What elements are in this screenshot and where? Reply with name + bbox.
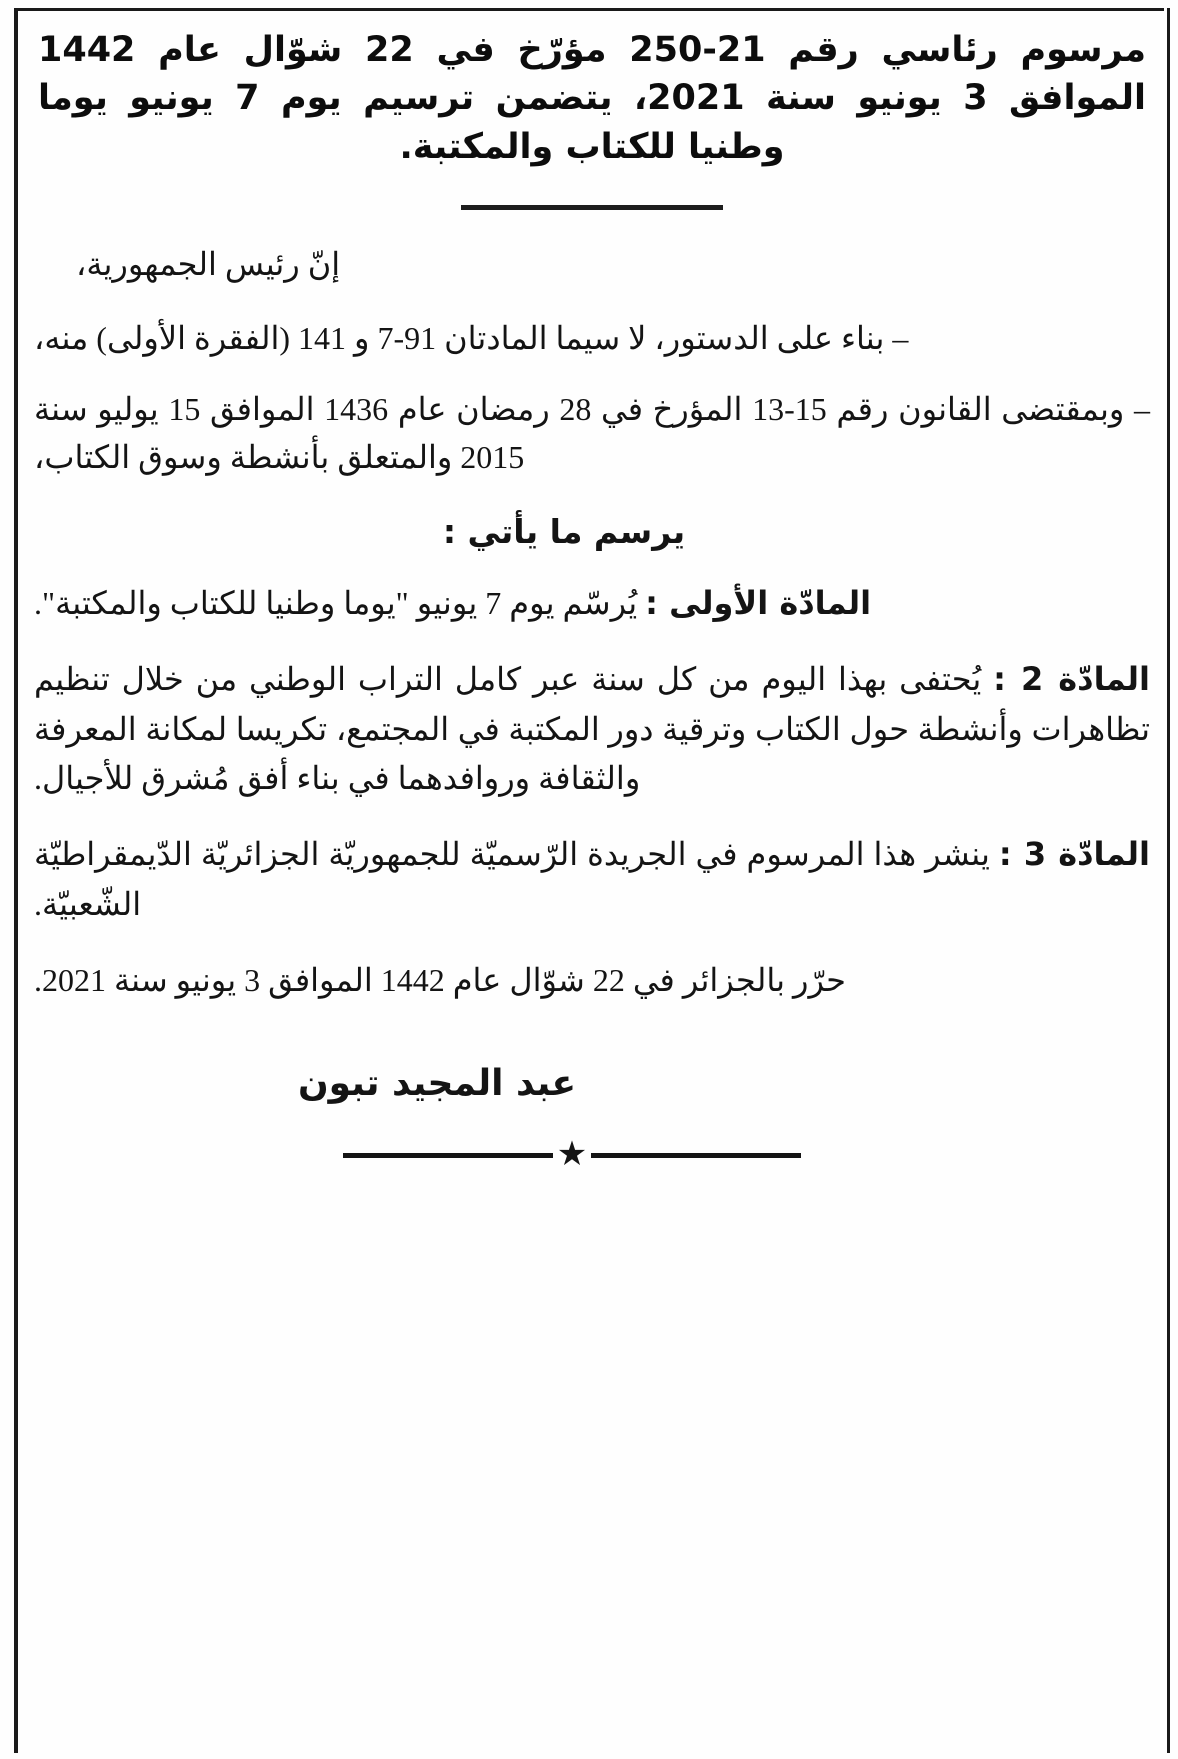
ornament-bar-left — [343, 1153, 553, 1158]
decree-title-line-3: يوم 7 يونيو يوما وطنيا للكتاب والمكتبة. — [38, 78, 785, 167]
decree-title — [38, 26, 1146, 171]
citation-law-15-13: – وبمقتضى القانون رقم 15-13 المؤرخ في 28 رمضان عام 1436 الموافق 15 يوليو سنة 2015 والمتعلق بأنشطة وسوق الكتاب، — [34, 390, 1151, 476]
title-separator-rule — [461, 205, 723, 210]
footer-ornament — [292, 1138, 892, 1172]
article-1 — [34, 579, 1150, 629]
decree-title-line-2: 1442 الموافق 3 يونيو سنة 2021، يتضمن ترسيم — [38, 30, 1146, 119]
document-content — [34, 26, 1150, 1172]
citation-constitution: – بناء على الدستور، لا سيما المادتان 91-7 و 141 (الفقرة الأولى) منه، — [34, 319, 909, 356]
article-3 — [34, 830, 1150, 930]
ornament-bar-right — [591, 1153, 801, 1158]
article-2-label: المادّة 2 : — [993, 659, 1151, 698]
article-2-body: يُحتفى بهذا اليوم من كل سنة عبر كامل التراب الوطني من خلال تنظيم تظاهرات وأنشطة حول الكتاب وترقية دور المكتبة في المجتمع، تكريسا لمكانة المعرفة والثقافة وروافدهما في بناء أفق مُشرق للأجيال. — [34, 660, 1150, 797]
article-1-body: يُرسّم يوم 7 يونيو "يوما وطنيا للكتاب والمكتبة". — [34, 584, 646, 621]
page-border-top — [14, 8, 1164, 11]
preamble-president-line: إنّ رئيس الجمهورية، — [76, 245, 341, 282]
signature-name: عبد المجيد تبون — [297, 1063, 577, 1105]
article-1-label: المادّة الأولى : — [645, 583, 872, 622]
closing-date-line: حرّر بالجزائر في 22 شوّال عام 1442 الموافق 3 يونيو سنة 2021. — [34, 962, 846, 999]
page-border-right — [1167, 8, 1170, 1753]
page-border-left — [14, 8, 18, 1753]
enacting-clause: يرسم ما يأتي : — [442, 511, 686, 551]
star-icon: ★ — [556, 1136, 588, 1174]
decree-title-line-1: مرسوم رئاسي رقم 21-250 مؤرّخ في 22 شوّال عام — [158, 30, 1146, 70]
article-3-label: المادّة 3 : — [998, 835, 1150, 874]
article-3-body: ينشر هذا المرسوم في الجريدة الرّسميّة للجمهوريّة الجزائريّة الدّيمقراطيّة الشّعبيّة. — [34, 836, 999, 923]
article-2 — [34, 655, 1150, 805]
